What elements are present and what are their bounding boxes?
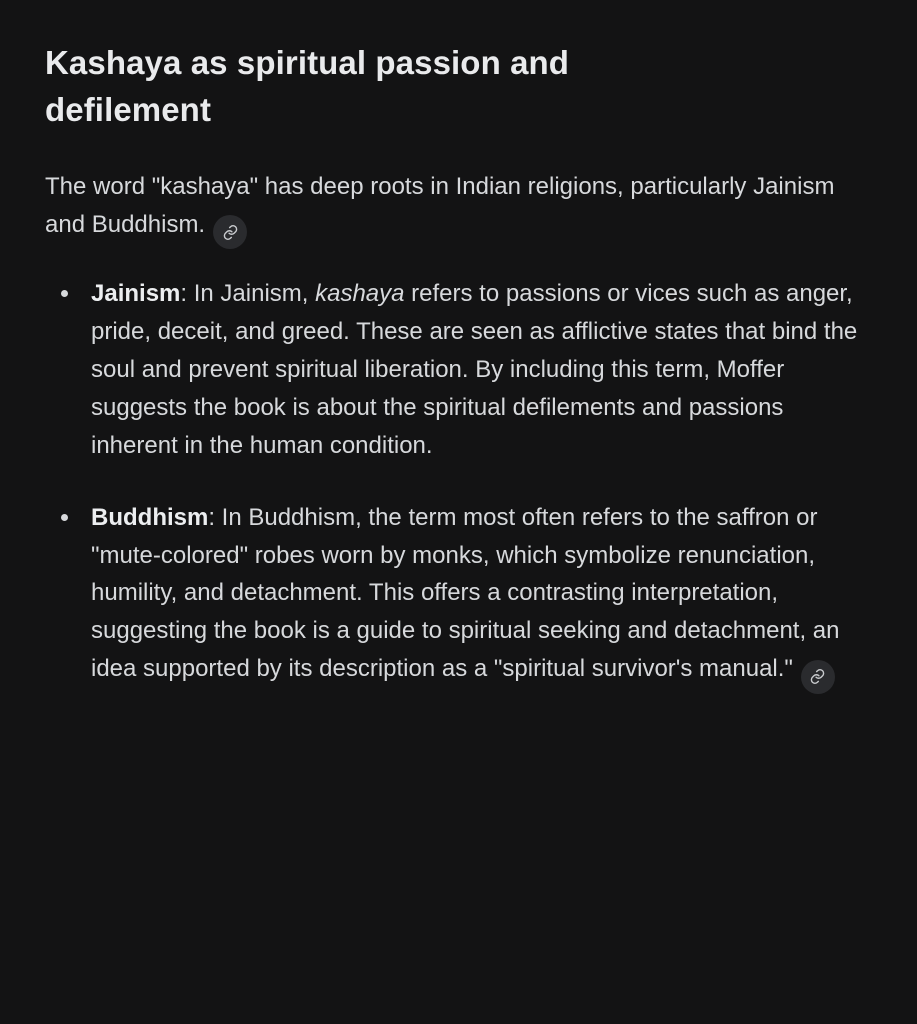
list-item-term: Jainism <box>91 280 181 308</box>
link-icon[interactable] <box>213 215 247 249</box>
intro-paragraph <box>45 168 845 249</box>
list-item-italic-term: kashaya <box>315 280 405 308</box>
page-title: Kashaya as spiritual passion and defilement <box>45 44 570 128</box>
intro-text: The word "kashaya" has deep roots in Indian religions, particularly Jainism and Buddhism. <box>45 172 835 238</box>
list-item-separator: : In Jainism, <box>180 280 316 308</box>
list-item <box>45 275 872 465</box>
list-item-text: refers to passions or vices such as anger, pride, deceit, and greed. These are seen as afflictive states that bind the soul and prevent spiritual liberation. By including this term, Moffer suggests the book is about the spiritual defilements and passions inherent in the human condition. <box>91 280 858 459</box>
link-icon[interactable] <box>801 660 835 694</box>
list-item <box>45 499 872 694</box>
bullet-list <box>45 275 872 694</box>
list-item-separator: : In Buddhism, the term most often refers to the saffron or "mute-colored" robes worn by monks, which symbolize renunciation, humility, and detachment. This offers a contrasting interpretation, suggesting the book is a guide to spiritual seeking and detachment, an idea supported by its description as a "spiritual survivor's manual." <box>91 503 840 683</box>
list-item-term: Buddhism <box>91 503 209 531</box>
